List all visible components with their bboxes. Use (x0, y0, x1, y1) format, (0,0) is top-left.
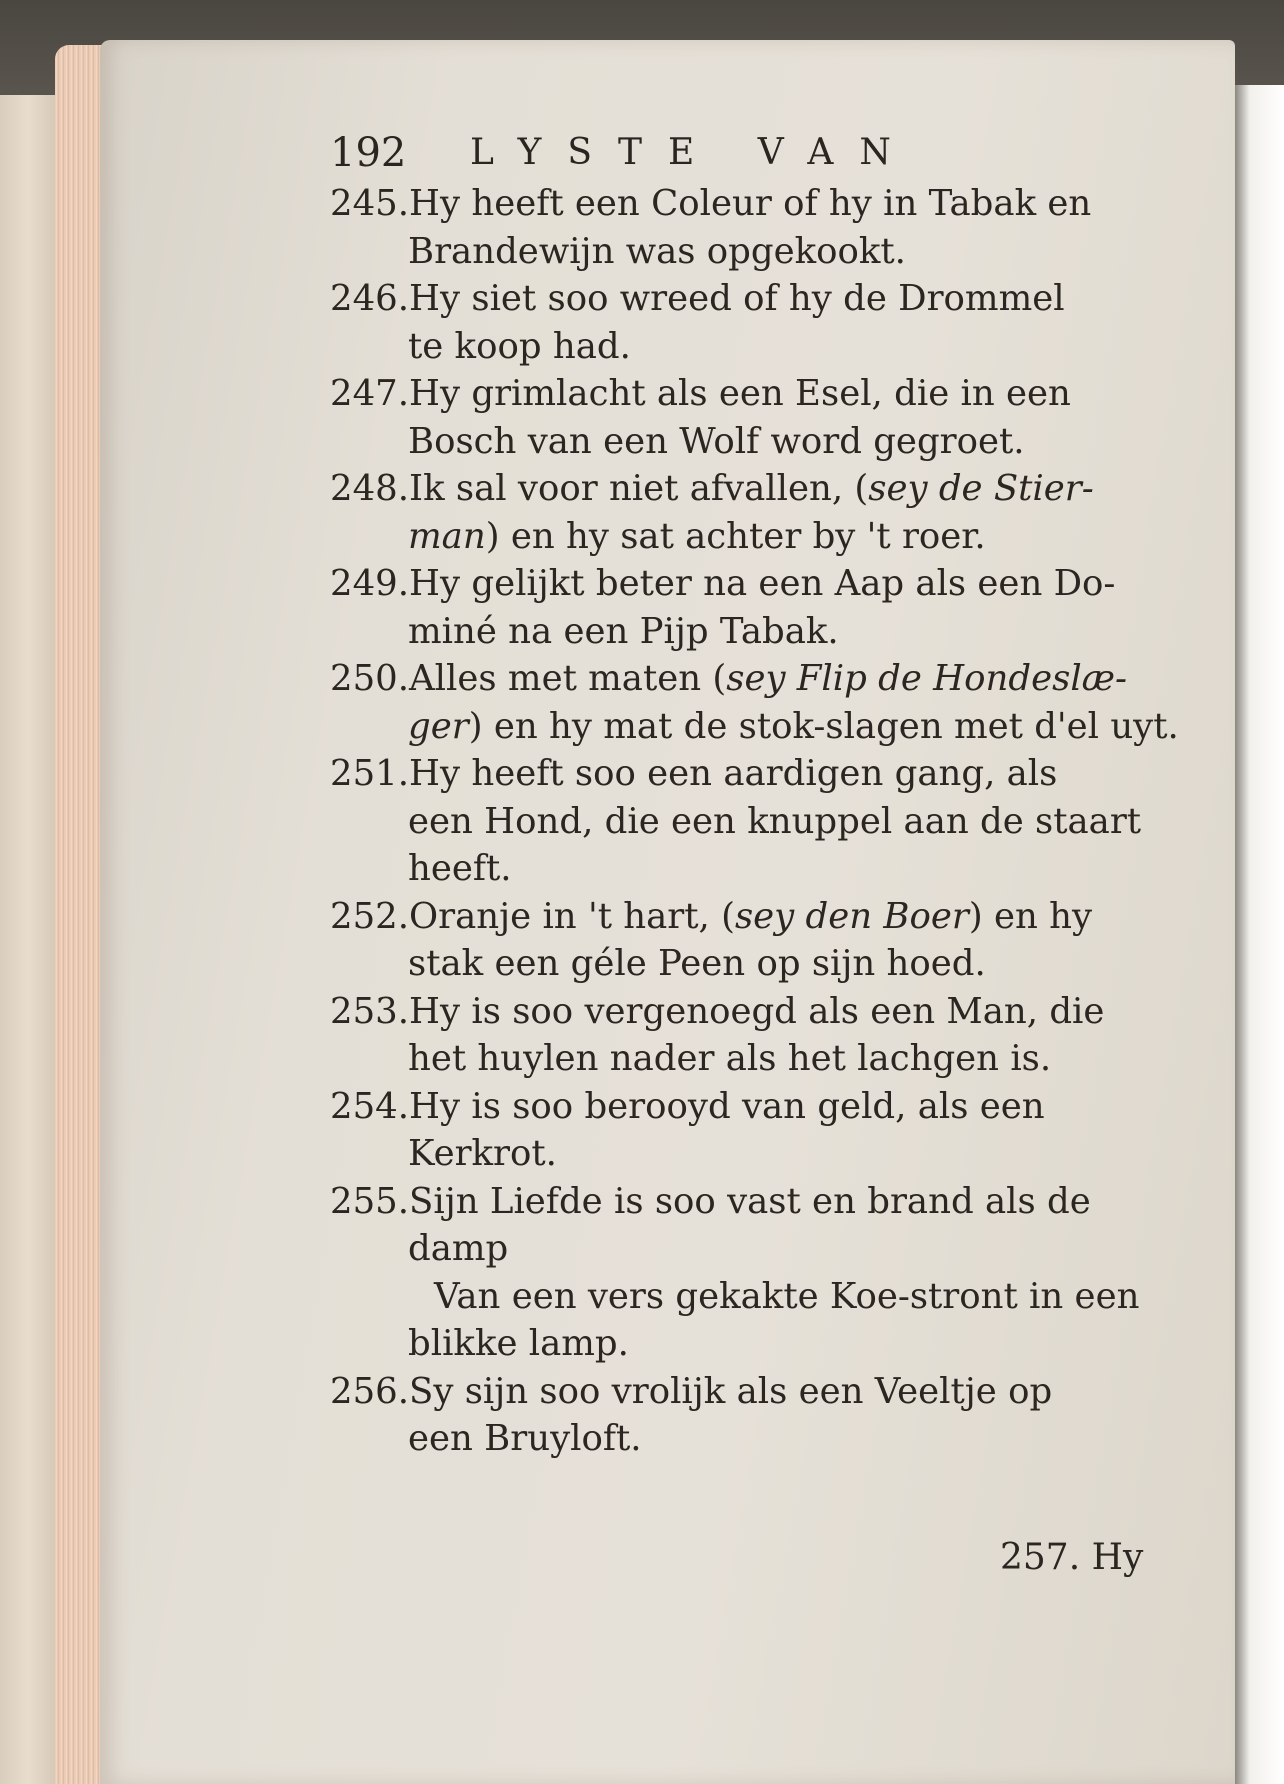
entry-line: het huylen nader als het lachgen is. (408, 1038, 1052, 1079)
entry-248 (330, 465, 1150, 560)
entry-number: 247. (330, 373, 410, 414)
entry-text: ) en hy mat de stok-slagen met d'el uyt. (468, 705, 1179, 747)
entry-line: blikke lamp. (408, 1323, 629, 1364)
right-background (1235, 85, 1284, 1784)
entry-254 (330, 1083, 1150, 1178)
entry-line: Sijn Liefde is soo vast en brand als de (409, 1180, 1091, 1222)
entry-line: Hy is soo berooyd van geld, als een (409, 1085, 1045, 1127)
entry-251 (330, 750, 1150, 893)
entry-line: Hy gelijkt beter na een Aap als een Do- (409, 563, 1116, 604)
entry-line: miné na een Pijp Tabak. (408, 610, 839, 652)
entry-italic: sey den Boer (734, 895, 969, 937)
entry-text: Ik sal voor niet afvallen, ( (409, 468, 869, 509)
entry-text: Alles met maten ( (409, 658, 727, 699)
entry-line: Sy sijn soo vrolijk als een Veeltje op (409, 1370, 1053, 1412)
entry-number: 245. (330, 183, 410, 224)
entry-number: 255. (330, 1180, 410, 1222)
entry-number: 250. (330, 658, 410, 699)
entry-number: 254. (330, 1085, 410, 1127)
entry-line: damp (408, 1228, 509, 1269)
entry-number: 252. (330, 895, 410, 937)
page-header (330, 128, 970, 178)
entry-line: een Hond, die een knuppel aan de staart (408, 800, 1142, 842)
entry-line: Kerkrot. (408, 1133, 557, 1174)
entry-line: Hy heeft een Coleur of hy in Tabak en (409, 183, 1092, 224)
entry-text: Oranje in 't hart, ( (409, 895, 735, 937)
entry-number: 249. (330, 563, 410, 604)
entry-line: Van een vers gekakte Koe-stront in een (434, 1275, 1140, 1317)
entry-line: stak een géle Peen op sijn hoed. (408, 943, 986, 984)
entry-line: heeft. (408, 848, 512, 889)
entry-256 (330, 1368, 1150, 1463)
entry-line: een Bruyloft. (408, 1418, 642, 1459)
entry-line: Hy siet soo wreed of hy de Drommel (409, 278, 1065, 319)
running-head: LYSTE VAN (470, 132, 917, 173)
entry-253 (330, 988, 1150, 1083)
entry-255 (330, 1178, 1150, 1368)
page-text (330, 180, 1179, 1463)
entry-line: te koop had. (408, 325, 631, 367)
catchword: 257. Hy (1000, 1537, 1144, 1578)
entry-italic: sey de Stier- (868, 468, 1094, 509)
entry-number: 253. (330, 990, 410, 1032)
entry-line: Hy heeft soo een aardigen gang, als (409, 753, 1058, 794)
entry-number: 256. (330, 1370, 410, 1412)
entry-246 (330, 275, 1150, 370)
entry-italic: ger (408, 705, 469, 747)
entry-252 (330, 893, 1150, 988)
entry-line: Brandewijn was opgekookt. (408, 230, 906, 272)
entry-line: Hy is soo vergenoegd als een Man, die (409, 990, 1105, 1032)
entry-italic: man (408, 515, 486, 557)
entry-text: ) en hy (968, 895, 1093, 937)
entry-number: 251. (330, 753, 410, 794)
entry-245 (330, 180, 1150, 275)
entry-text: ) en hy sat achter by 't roer. (485, 515, 986, 557)
entry-line: Bosch van een Wolf word gegroet. (408, 420, 1025, 462)
entry-italic: sey Flip de Hondeslæ- (726, 658, 1128, 699)
entry-number: 248. (330, 468, 410, 509)
entry-line: Hy grimlacht als een Esel, die in een (409, 373, 1071, 414)
entry-247 (330, 370, 1150, 465)
entry-number: 246. (330, 278, 410, 319)
entry-250 (330, 655, 1179, 750)
entry-249 (330, 560, 1150, 655)
page-number: 192 (330, 130, 407, 176)
